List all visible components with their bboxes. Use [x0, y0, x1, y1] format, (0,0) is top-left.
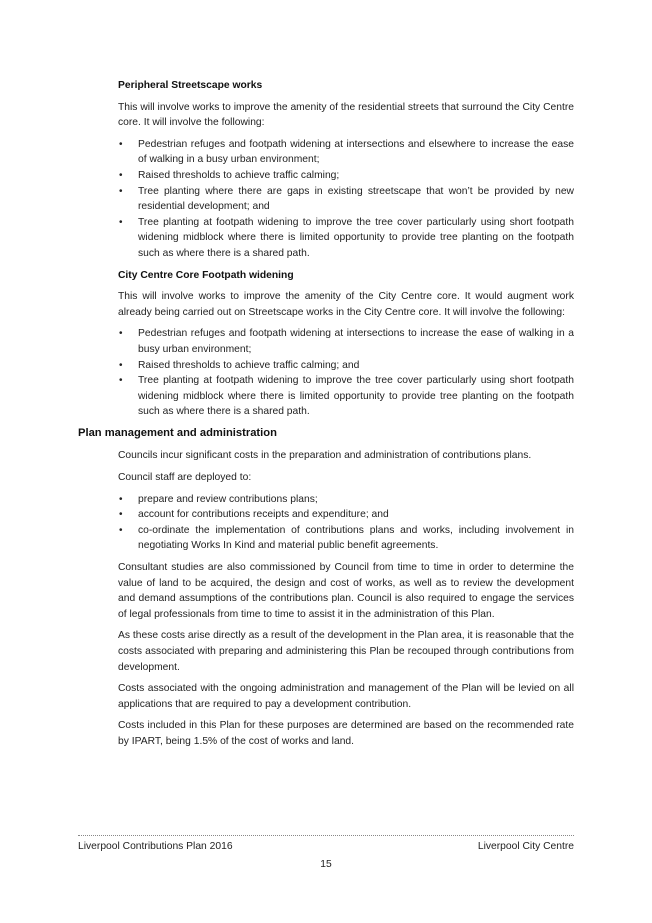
list-item: • Tree planting at footpath widening to improve the tree cover particularly using short footpath widening midblock where there is limited opportunity to provide tree planting on the footpath such as where there is a shared path. — [119, 375, 574, 418]
list-item: • Pedestrian refuges and footpath widening at intersections and elsewhere to increase the ease of walking in a busy urban environment; — [119, 138, 574, 166]
list-item: • prepare and review contributions plans; — [118, 492, 574, 508]
plan-management-paragraph-1: Councils incur significant costs in the preparation and administration of contributions plans. — [118, 450, 532, 462]
bullet-icon: • — [119, 185, 123, 197]
city-centre-footpath-intro: This will involve works to improve the amenity of the City Centre core. It would augment work already being carried out on Streetscape works in the City Centre core. It will involve the following: — [118, 291, 574, 318]
peripheral-streetscape-heading: Peripheral Streetscape works — [118, 80, 263, 91]
plan-management-paragraph-3: Consultant studies are also commissioned by Council from time to time in order to determine the value of land to be acquired, the design and cost of works, as well as to review the development and demand assumptions of the contributions plan. Council is also required to engage the services of legal professionals from time to time to assist it in the administration of this Plan. — [118, 562, 574, 620]
bullet-icon: • — [119, 375, 123, 387]
city-centre-footpath-list — [118, 326, 574, 420]
list-item: • co-ordinate the implementation of contributions plans and works, including involvement in negotiating Works In Kind and material public benefit agreements. — [119, 524, 574, 552]
list-item: • Tree planting at footpath widening to improve the tree cover particularly using short footpath widening midblock where there is limited opportunity to provide tree planting on the footpath such as where there is a shared path. — [119, 216, 574, 259]
list-item: • Raised thresholds to achieve traffic calming; and — [118, 358, 574, 374]
footer-divider — [78, 835, 574, 836]
bullet-icon: • — [119, 328, 123, 340]
page-number: 15 — [320, 859, 332, 870]
bullet-icon: • — [119, 138, 123, 150]
list-item: • Raised thresholds to achieve traffic calming; — [118, 168, 574, 184]
plan-management-paragraph-5: Costs associated with the ongoing administration and management of the Plan will be levied on all applications that are required to pay a development contribution. — [118, 683, 574, 710]
plan-management-paragraph-6: Costs included in this Plan for these purposes are determined are based on the recommended rate by IPART, being 1.5% of the cost of works and land. — [118, 720, 574, 747]
peripheral-streetscape-intro: This will involve works to improve the amenity of the residential streets that surround the City Centre core. It will involve the following: — [118, 101, 574, 129]
bullet-icon: • — [119, 509, 123, 521]
city-centre-footpath-heading: City Centre Core Footpath widening — [118, 269, 294, 281]
page-content — [78, 78, 574, 756]
bullet-icon: • — [119, 524, 123, 536]
footer-document-title: Liverpool Contributions Plan 2016 — [78, 841, 233, 852]
council-staff-list — [118, 492, 574, 554]
plan-management-paragraph-4: As these costs arise directly as a result of the development in the Plan area, it is reasonable that the costs associated with preparing and administering this Plan be recouped through contributions from development. — [118, 630, 574, 673]
bullet-icon: • — [119, 169, 123, 181]
bullet-icon: • — [119, 359, 123, 371]
plan-management-heading: Plan management and administration — [78, 426, 277, 439]
list-item: • Tree planting where there are gaps in existing streetscape that won’t be provided by new residential development; and — [119, 185, 574, 213]
footer-section-title: Liverpool City Centre — [477, 841, 574, 852]
list-item: • Pedestrian refuges and footpath widening at intersections to increase the ease of walking in a busy urban environment; — [119, 328, 574, 355]
bullet-icon: • — [119, 493, 123, 505]
list-item: • account for contributions receipts and expenditure; and — [118, 507, 574, 523]
plan-management-paragraph-2: Council staff are deployed to: — [118, 472, 252, 484]
bullet-icon: • — [119, 216, 123, 228]
peripheral-streetscape-list — [118, 137, 574, 262]
